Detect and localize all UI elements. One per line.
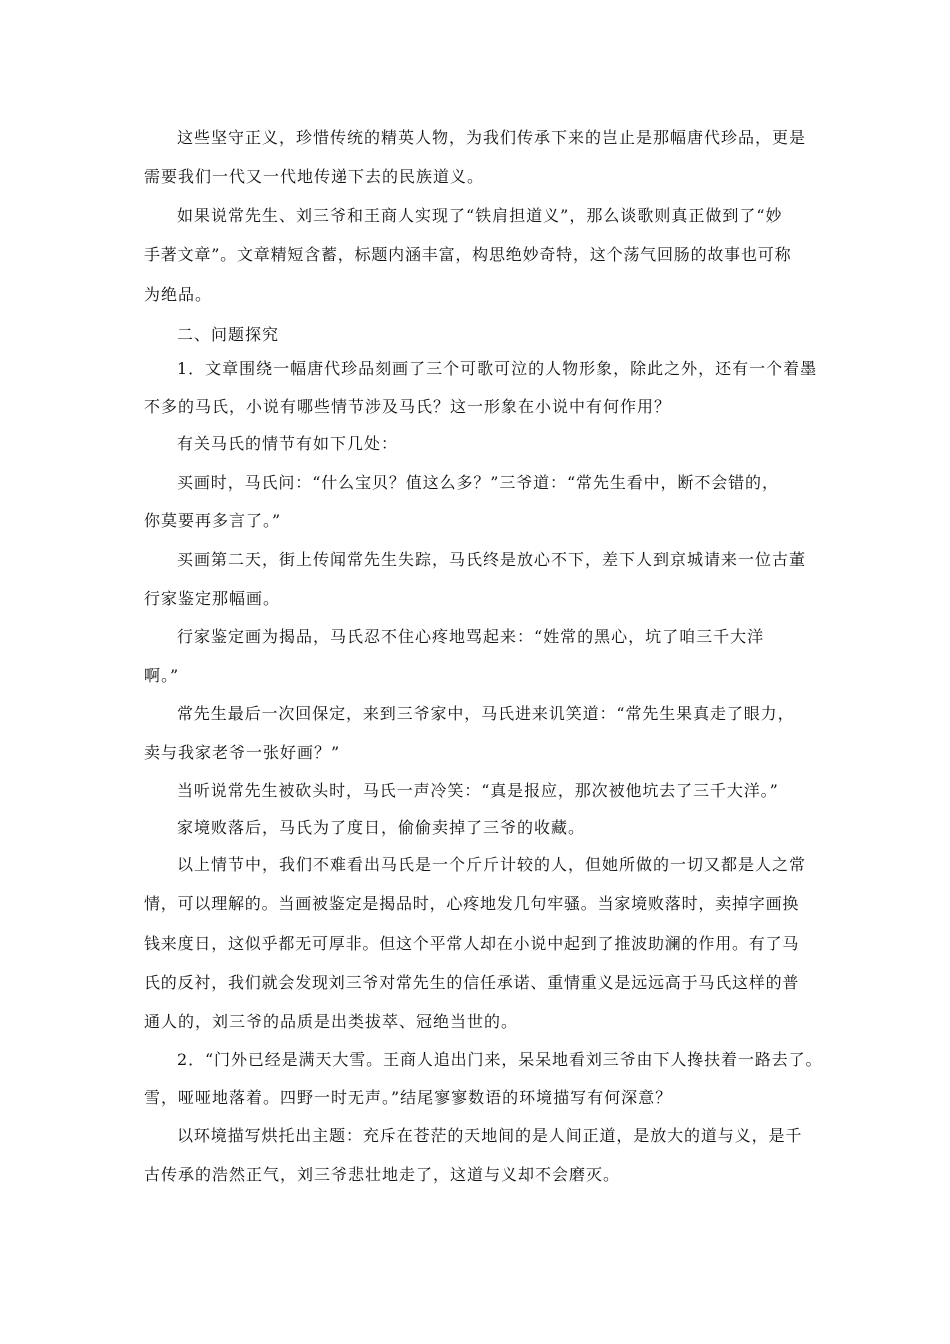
text-line: 买画时，马氏问：“什么宝贝？值这么多？”三爷道：“常先生看中，断不会错的， <box>177 473 779 492</box>
question-text: 2．“门外已经是满天大雪。王商人追出门来，呆呆地看刘三爷由下人搀扶着一路去了。 <box>177 1050 823 1069</box>
text-line: 情，可以理解的。当画被鉴定是揭品时，心疼地发几句牢骚。当家境败落时，卖掉字画换 <box>144 894 800 913</box>
text-line: 卖与我家老爷一张好画？” <box>144 743 341 762</box>
text-line: 这些坚守正义，珍惜传统的精英人物，为我们传承下来的岂止是那幅唐代珍品，更是 <box>177 128 807 147</box>
text-line: 有关马氏的情节有如下几处： <box>177 434 399 453</box>
text-line: 以上情节中，我们不难看出马氏是一个斤斤计较的人，但她所做的一切又都是人之常 <box>177 855 807 874</box>
text-line: 行家鉴定画为揭品，马氏忍不住心疼地骂起来：“姓常的黑心，坑了咱三千大洋 <box>177 627 765 646</box>
text-line: 常先生最后一次回保定，来到三爷家中，马氏进来讥笑道：“常先生果真走了眼力， <box>177 704 795 723</box>
text-line: 如果说常先生、刘三爷和王商人实现了“铁肩担道义”，那么谈歌则真正做到了“妙 <box>177 206 783 225</box>
text-line: 需要我们一代又一代地传递下去的民族道义。 <box>144 167 485 186</box>
text-line: 手著文章”。文章精短含蓄，标题内涵丰富，构思绝妙奇特，这个荡气回肠的故事也可称 <box>144 245 792 264</box>
text-line: 买画第二天，街上传闻常先生失踪，马氏终是放心不下，差下人到京城请来一位古董 <box>177 550 807 569</box>
question-text: 雪，哑哑地落着。四野一时无声。”结尾寥寥数语的环境描写有何深意？ <box>144 1088 673 1107</box>
text-line: 啊。” <box>144 666 180 685</box>
text-line: 钱来度日，这似乎都无可厚非。但这个平常人却在小说中起到了推波助澜的作用。有了马 <box>144 934 800 953</box>
text-line: 为绝品。 <box>144 285 213 304</box>
text-line: 你莫要再多言了。” <box>144 511 282 530</box>
text-line: 以环境描写烘托出主题：充斥在苍茫的天地间的是人间正道，是放大的道与义，是千 <box>177 1126 803 1145</box>
text-line: 当听说常先生被砍头时，马氏一声冷笑：“真是报应，那次被他坑去了三千大洋。” <box>177 781 779 800</box>
text-line: 氏的反衬，我们就会发现刘三爷对常先生的信任承诺、重情重义是远远高于马氏这样的普 <box>144 973 800 992</box>
text-line: 通人的，刘三爷的品质是出类拔萃、冠绝当世的。 <box>144 1012 519 1031</box>
text-line: 行家鉴定那幅画。 <box>144 589 281 608</box>
section-heading: 二、问题探究 <box>177 325 280 344</box>
text-line: 家境败落后，马氏为了度日，偷偷卖掉了三爷的收藏。 <box>177 818 586 837</box>
text-line: 古传承的浩然正气，刘三爷悲壮地走了，这道与义却不会磨灭。 <box>144 1165 621 1184</box>
question-text: 1．文章围绕一幅唐代珍品刻画了三个可歌可泣的人物形象，除此之外，还有一个着墨 <box>177 359 818 378</box>
question-text: 不多的马氏，小说有哪些情节涉及马氏？这一形象在小说中有何作用？ <box>144 397 672 416</box>
